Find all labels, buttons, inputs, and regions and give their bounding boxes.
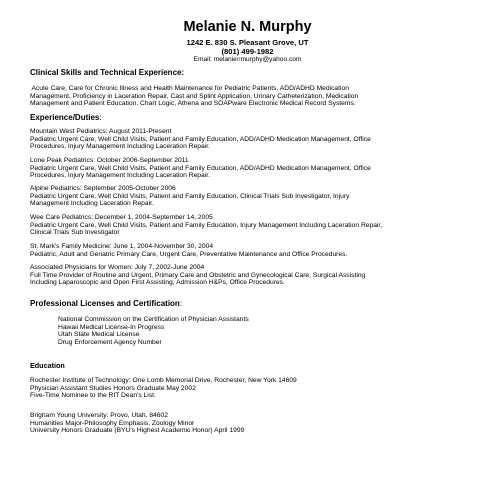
school-detail: Five-Time Nominee to the RIT Dean's List. [30,392,156,400]
experience-heading: Experience/Duties: [30,113,102,122]
email-line [0,56,495,64]
job-detail: Full Time Provider of Routine and Urgent, Primary Care and Obstetric and Gynecological Care, Surgical Assisting [30,271,366,279]
job-detail: Pediatric Urgent Care, Well Child Visits, Patient and Family Education, Clinical Trials Sub Investigator, Injury [30,192,350,200]
job-detail: Procedures, Injury Management Including Laceration Repair. [30,172,210,180]
job-entry [30,243,347,258]
licenses-heading: Professional Licenses and Certification: [30,299,183,308]
job-entry [30,128,371,151]
job-title: Mountain West Pediatrics: August 2011-Present [30,128,172,135]
address: 1242 E. 830 S. Pleasant Grove, UT [186,38,309,47]
education-entry [30,412,244,435]
job-detail: Clinical Trials Sub Investigator [30,229,120,237]
job-detail: Management Including Laceration Repair. [30,200,154,208]
job-title: St. Mark's Family Medicine: June 1, 2004-November 30, 2004 [30,243,214,250]
skills-line: Management, Proficiency in Laceration Repair, Cast and Splint Application, Urinary Catheterization, Medication [30,92,359,100]
job-detail: Pediatric, Adult and Geriatric Primary Care, Urgent Care, Preventative Maintenance and Office Procedures. [30,250,348,258]
phone-number: (801) 499-1982 [221,47,274,56]
job-detail: Procedures, Injury Management Including Laceration Repair. [30,143,210,151]
email-label: Email: [193,56,212,63]
job-entry [30,264,365,287]
school-name: Rochester Institute of Technology: One Lomb Memorial Drive, Rochester, New York 14609 [30,377,297,384]
license-item: National Commission on the Certification of Physician Assistants [58,316,249,323]
job-entry [30,157,371,180]
skills-heading: Clinical Skills and Technical Experience: [30,68,185,77]
school-name: Brigham Young University: Provo, Utah, 84602 [30,412,168,419]
job-title: Alpine Pediatrics: September 2005-October 2006 [30,185,176,192]
job-entry [30,185,349,208]
job-title: Lone Peak Pediatrics: October 2006-September 2011 [30,157,189,164]
resume-name: Melanie N. Murphy [183,19,312,35]
email-address[interactable]: melanienmurphy@yahoo.com [213,56,302,63]
job-detail: Pediatric Urgent Care, Well Child Visits, Patient and Family Education, ADD/ADHD Medication Management, Office [30,164,371,172]
license-item: Drug Enforcement Agency Number [58,338,162,346]
school-detail: Physician Assistant Studies Honors Graduate May 2002 [30,384,196,392]
job-title: Associated Physicians for Women: July 7, 2002-June 2004 [30,264,205,271]
job-detail: Pediatric Urgent Care, Well Child Visits, Patient and Family Education, ADD/ADHD Medication Management, Office [30,135,371,143]
license-item: Utah State Medical License [58,331,140,339]
license-item: Hawaii Medical License-In Progress [58,323,165,331]
education-entry [30,377,297,400]
school-detail: University Honors Graduate (BYU's Highest Academic Honor) April 1999 [30,427,245,435]
licenses-list [58,316,249,346]
job-detail: Pediatric Urgent Care, Well Child Visits, Patient and Family Education, Injury Management Including Laceration Repair, [30,221,383,229]
job-entry [30,214,382,237]
skills-line: Acute Care, Care for Chronic Illness and Health Maintenance for Pediatric Patients, ADD/ADHD Medication [30,85,349,92]
job-detail: Including Laparoscopic and Open First Assisting, Admission H&Ps, Office Procedures. [30,279,285,287]
skills-text [30,85,358,108]
skills-line: Management and Patient Education. Chart Logic, Athena and SOAPware Electronic Medical Record Systems. [30,100,356,108]
job-title: Wee Care Pediatrics: December 1, 2004-September 14, 2005 [30,214,213,221]
school-detail: Humanities Major-Philosophy Emphasis, Zoology Minor [30,419,195,427]
education-heading: Education [30,361,65,370]
